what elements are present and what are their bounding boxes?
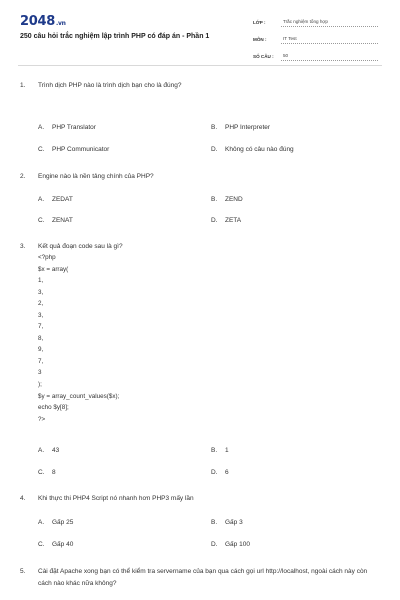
option-text: ZEDAT xyxy=(52,196,73,203)
header-divider xyxy=(18,65,382,66)
option-a[interactable] xyxy=(38,123,96,132)
option-letter: C. xyxy=(38,146,45,153)
meta-value: 50 xyxy=(281,52,378,61)
option-text: Gấp 100 xyxy=(225,541,250,548)
question-text xyxy=(38,242,382,425)
option-letter: A. xyxy=(38,519,45,526)
meta-value: Trắc nghiệm tổng hợp xyxy=(281,18,378,27)
question-2 xyxy=(20,172,382,232)
option-text: Gấp 40 xyxy=(52,541,74,548)
option-text: 8 xyxy=(52,469,56,476)
option-text: Gấp 25 xyxy=(52,519,74,526)
code-line: 3 xyxy=(38,369,42,377)
code-line: 3, xyxy=(38,311,44,319)
option-letter: C. xyxy=(38,541,45,548)
option-text: ZETA xyxy=(225,217,242,224)
option-letter: A. xyxy=(38,447,45,454)
meta-label: MÔN : xyxy=(253,37,267,42)
option-text: 1 xyxy=(225,447,229,454)
question-prompt: Kết quả đoạn code sau là gì? xyxy=(38,243,123,250)
meta-row-class xyxy=(253,15,378,27)
exam-meta xyxy=(253,15,378,66)
meta-row-subject xyxy=(253,32,378,44)
code-line: <?php xyxy=(38,254,56,261)
question-text: Trình dịch PHP nào là trình dịch bạn cho là đúng? xyxy=(38,82,182,89)
option-text: PHP Translator xyxy=(52,124,96,131)
code-line: 7, xyxy=(38,357,44,365)
option-a[interactable] xyxy=(38,518,73,527)
option-b[interactable] xyxy=(211,518,243,527)
code-line: $y = array_count_values($x); xyxy=(38,392,120,400)
option-text: ZENAT xyxy=(52,217,73,224)
question-text: Engine nào là nền tảng chính của PHP? xyxy=(38,173,154,180)
question-1 xyxy=(20,81,382,161)
option-letter: D. xyxy=(211,469,218,476)
option-d[interactable] xyxy=(211,540,250,549)
option-letter: B. xyxy=(211,196,218,203)
option-letter: B. xyxy=(211,124,218,131)
logo-suffix: .vn xyxy=(55,20,66,27)
meta-value: IT Test xyxy=(281,35,378,44)
meta-label: LỚP : xyxy=(253,20,266,25)
option-c[interactable] xyxy=(38,468,56,477)
option-c[interactable] xyxy=(38,540,73,549)
question-4 xyxy=(20,494,382,554)
option-c[interactable] xyxy=(38,216,73,225)
code-line: ?> xyxy=(38,415,46,423)
code-line: 3, xyxy=(38,288,44,296)
site-logo[interactable] xyxy=(20,14,66,29)
option-d[interactable] xyxy=(211,216,241,225)
option-text: 43 xyxy=(52,447,60,454)
option-a[interactable] xyxy=(38,446,59,455)
meta-label: SỐ CÂU : xyxy=(253,54,274,59)
option-text: Không có câu nào đúng xyxy=(225,146,294,153)
option-letter: C. xyxy=(38,217,45,224)
option-letter: B. xyxy=(211,519,218,526)
code-line: echo $y[8]; xyxy=(38,404,69,412)
meta-row-count xyxy=(253,49,378,61)
option-text: 6 xyxy=(225,469,229,476)
option-b[interactable] xyxy=(211,195,243,204)
question-number: 1. xyxy=(20,82,26,89)
question-number: 3. xyxy=(20,243,26,250)
option-d[interactable] xyxy=(211,468,229,477)
option-d[interactable] xyxy=(211,145,294,154)
question-number: 4. xyxy=(20,495,26,502)
option-b[interactable] xyxy=(211,123,270,132)
option-text: ZEND xyxy=(225,196,243,203)
code-line: 8, xyxy=(38,334,44,342)
code-line: ); xyxy=(38,381,42,389)
option-a[interactable] xyxy=(38,195,73,204)
question-number: 2. xyxy=(20,173,26,180)
option-letter: A. xyxy=(38,196,45,203)
option-letter: D. xyxy=(211,146,218,153)
logo-text: 2048 xyxy=(20,14,55,29)
question-5 xyxy=(20,566,382,594)
option-text: PHP Communicator xyxy=(52,146,110,153)
option-b[interactable] xyxy=(211,446,229,455)
option-text: Gấp 3 xyxy=(225,519,243,526)
option-letter: C. xyxy=(38,469,45,476)
code-line: 7, xyxy=(38,323,44,331)
exam-header xyxy=(0,0,400,70)
option-letter: B. xyxy=(211,447,218,454)
question-number: 5. xyxy=(20,568,26,575)
code-line: 9, xyxy=(38,346,44,354)
question-text: Cài đặt Apache xong bạn có thể kiểm tra servername của bạn qua cách gọi url http://localhost, ngoài cách này còn cách nào khác nữa không? xyxy=(38,568,368,587)
option-letter: A. xyxy=(38,124,45,131)
option-letter: D. xyxy=(211,541,218,548)
code-line: 2, xyxy=(38,300,44,308)
exam-title: 250 câu hỏi trắc nghiệm lập trình PHP có đáp án - Phần 1 xyxy=(20,33,210,40)
question-3 xyxy=(20,242,382,482)
option-c[interactable] xyxy=(38,145,109,154)
code-line: $x = array( xyxy=(38,265,69,273)
question-text: Khi thực thi PHP4 Script nó nhanh hơn PHP3 mấy lần xyxy=(38,495,194,502)
option-letter: D. xyxy=(211,217,218,224)
code-line: 1, xyxy=(38,277,44,285)
option-text: PHP Interpreter xyxy=(225,124,271,131)
